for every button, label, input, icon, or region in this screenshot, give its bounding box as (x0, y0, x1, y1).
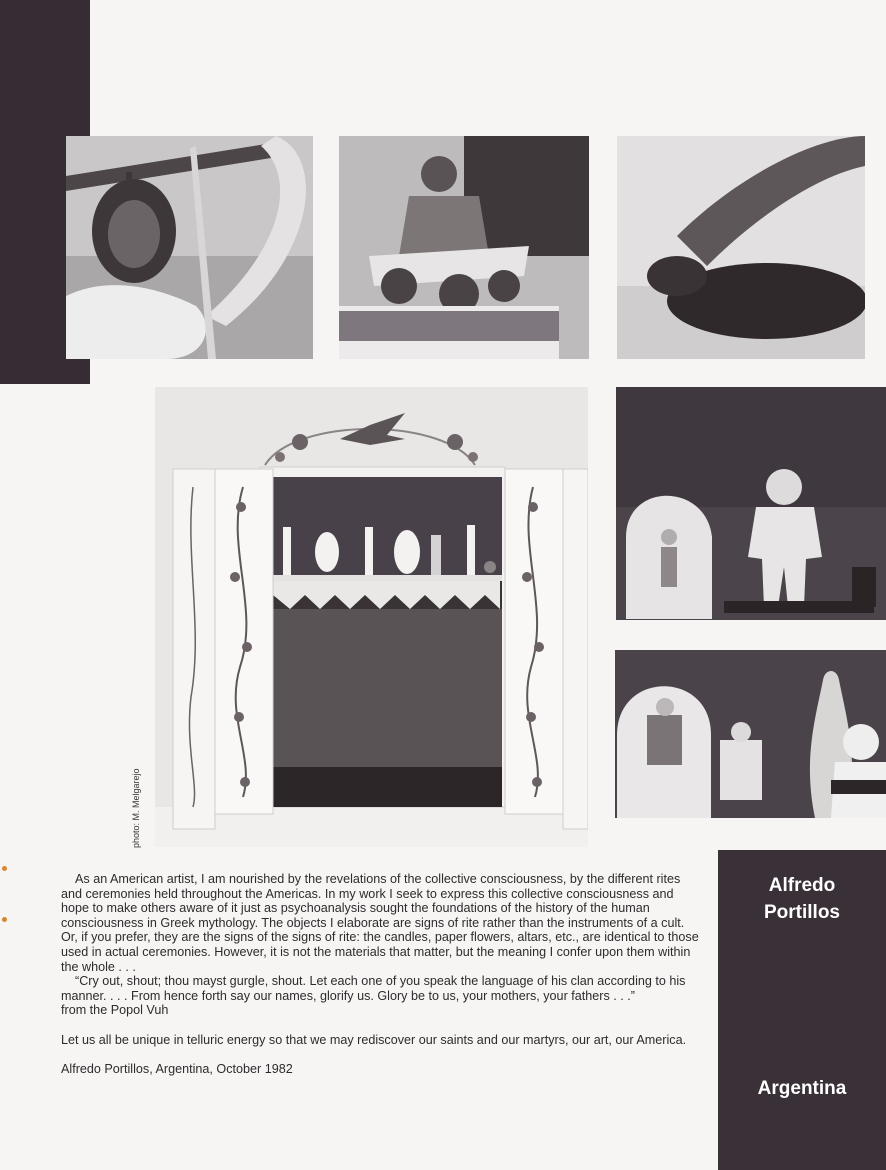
artist-name (718, 872, 886, 926)
photo-altar-cabinet (155, 387, 588, 847)
photo-credit: photo: M. Melgarejo (131, 768, 141, 848)
photo-hand-over-hair (617, 136, 865, 359)
photo-mask-offering (66, 136, 313, 359)
popol-vuh-quote: “Cry out, shout; thou mayst gurgle, shout. Let each one of you speak the language of his clan according to his manner. . . . From hence forth say our names, glorify us. Glory be to us, your mothers, your fathers . . .” (61, 974, 686, 1003)
photo-artist-with-cart (339, 136, 589, 359)
artist-country: Argentina (757, 1078, 847, 1099)
quote-source: from the Popol Vuh (61, 1003, 169, 1018)
photo-painted-figures (615, 650, 886, 818)
artist-first-name: Alfredo (768, 875, 836, 896)
photo-clay-figures (616, 387, 886, 620)
margin-dot (2, 866, 7, 871)
artist-panel (718, 850, 886, 1170)
statement-paragraph: As an American artist, I am nourished by the revelations of the collective consciousness, by the different rites and ceremonies held throughout the Americas. In my work I seek to express this collective consciousness and hope to make others aware of it just as psychoanalysis sought the foundations of the history of the human consciousness in Greek mythology. The objects I elaborate are signs of rite rather than the instruments of a cult. Or, if you prefer, they are the signs of the signs of rite: the candles, paper flowers, altars, etc., are identical to those used in actual ceremonies. However, it is not the materials that matter, but the meaning I confer upon them within the whole . . . (61, 872, 699, 974)
artist-statement (61, 872, 701, 1076)
artist-last-name: Portillos (763, 902, 840, 923)
statement-closing: Let us all be unique in telluric energy so that we may rediscover our saints and our martyrs, our art, our America. (61, 1032, 687, 1047)
margin-dot (2, 917, 7, 922)
statement-signature: Alfredo Portillos, Argentina, October 1982 (61, 1061, 293, 1076)
